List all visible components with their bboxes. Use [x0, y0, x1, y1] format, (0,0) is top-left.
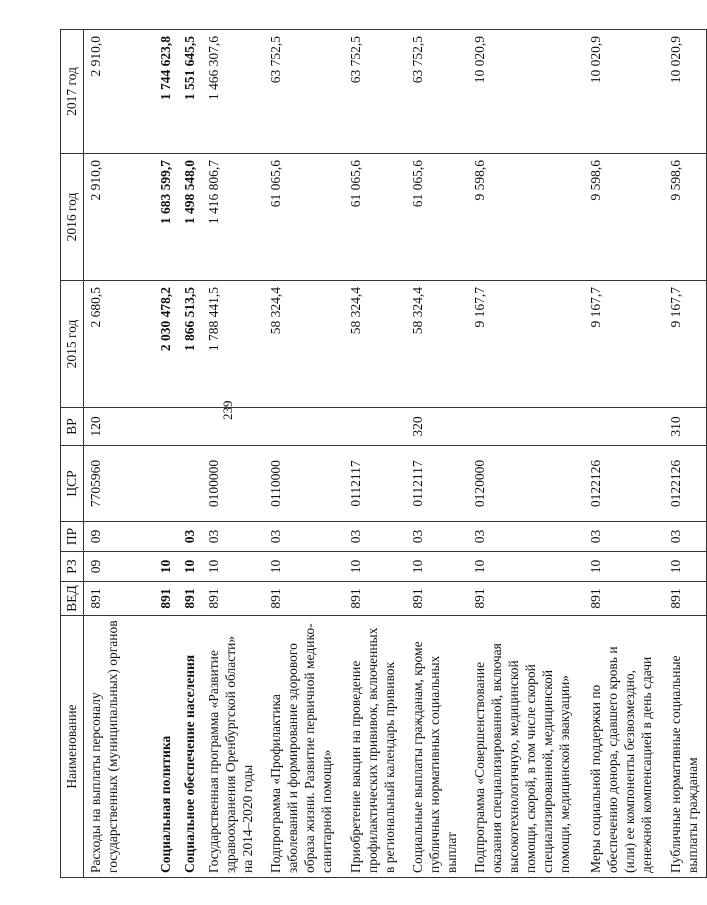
row-pr: 03 — [344, 522, 406, 552]
header-2015: 2015 год — [61, 281, 84, 408]
row-vr: 310 — [664, 408, 707, 446]
row-2015: 9 167,7 — [468, 281, 584, 408]
row-csr: 0112117 — [344, 446, 406, 522]
row-csr: 7705960 — [84, 446, 155, 522]
row-2015: 1 866 513,5 — [178, 281, 202, 408]
row-2016: 9 598,6 — [468, 154, 584, 281]
row-pr: 09 — [84, 522, 155, 552]
row-name: Приобретение вакцин на проведение профилактических прививок, включенных в региональный календарь прививок — [344, 616, 406, 878]
row-ved: 891 — [154, 582, 178, 616]
header-csr: ЦСР — [61, 446, 84, 522]
row-2016: 61 065,6 — [406, 154, 468, 281]
row-rz: 10 — [154, 552, 178, 582]
table-row — [344, 30, 406, 878]
row-csr: 0112117 — [406, 446, 468, 522]
row-2017: 10 020,9 — [664, 30, 707, 154]
table-row — [664, 30, 707, 878]
row-2015: 58 324,4 — [344, 281, 406, 408]
row-rz: 10 — [468, 552, 584, 582]
row-rz: 09 — [84, 552, 155, 582]
row-2016: 1 416 806,7 — [202, 154, 264, 281]
row-csr: 0120000 — [468, 446, 584, 522]
row-2016: 1 683 599,7 — [154, 154, 178, 281]
row-vr — [468, 408, 584, 446]
row-rz: 10 — [264, 552, 344, 582]
row-2016: 9 598,6 — [584, 154, 664, 281]
table-row — [584, 30, 664, 878]
table-header-row — [61, 30, 84, 878]
row-vr — [178, 408, 202, 446]
row-2015: 58 324,4 — [264, 281, 344, 408]
row-pr — [154, 522, 178, 552]
row-name: Публичные нормативные социальные выплаты гражданам — [664, 616, 707, 878]
row-2015: 1 788 441,5 — [202, 281, 264, 408]
row-2017: 1 466 307,6 — [202, 30, 264, 154]
row-pr: 03 — [584, 522, 664, 552]
row-2016: 9 598,6 — [664, 154, 707, 281]
row-2016: 61 065,6 — [344, 154, 406, 281]
row-ved: 891 — [468, 582, 584, 616]
row-2017: 1 744 623,8 — [154, 30, 178, 154]
row-vr — [344, 408, 406, 446]
row-vr — [154, 408, 178, 446]
table-row — [154, 30, 178, 878]
row-vr: 320 — [406, 408, 468, 446]
row-pr: 03 — [178, 522, 202, 552]
row-name: Социальные выплаты гражданам, кроме публичных нормативных социальных выплат — [406, 616, 468, 878]
row-pr: 03 — [264, 522, 344, 552]
row-pr: 03 — [406, 522, 468, 552]
header-ved: ВЕД — [61, 582, 84, 616]
row-rz: 10 — [202, 552, 264, 582]
row-name: Подпрограмма «Совершенствование оказания специализированной, включая высокотехнологичную, медицинской помощи, скорой, в том числе скорой специализированной, медицинской помощи, медицинской эвакуации» — [468, 616, 584, 878]
row-2017: 10 020,9 — [468, 30, 584, 154]
row-pr: 03 — [202, 522, 264, 552]
row-csr: 0100000 — [202, 446, 264, 522]
row-vr: 120 — [84, 408, 155, 446]
row-ved: 891 — [264, 582, 344, 616]
header-rz: РЗ — [61, 552, 84, 582]
row-ved: 891 — [584, 582, 664, 616]
row-name: Меры социальной поддержки по обеспечению донора, сдавшего кровь и (или) ее компоненты безвозмездно, денежной компенсацией в день сдачи — [584, 616, 664, 878]
header-vr: ВР — [61, 408, 84, 446]
table-row — [178, 30, 202, 878]
row-pr: 03 — [468, 522, 584, 552]
table-row — [264, 30, 344, 878]
row-name: Подпрограмма «Профилактика заболеваний и формирование здорового образа жизни. Развитие первичной медико-санитарной помощи» — [264, 616, 344, 878]
row-ved: 891 — [406, 582, 468, 616]
row-rz: 10 — [406, 552, 468, 582]
row-vr — [584, 408, 664, 446]
budget-table-wrapper — [60, 30, 700, 878]
table-row — [202, 30, 264, 878]
row-2017: 2 910,0 — [84, 30, 155, 154]
budget-table — [60, 29, 707, 878]
row-name: Социальная политика — [154, 616, 178, 878]
row-ved: 891 — [664, 582, 707, 616]
header-2017: 2017 год — [61, 30, 84, 154]
row-csr — [178, 446, 202, 522]
row-2017: 63 752,5 — [406, 30, 468, 154]
row-csr: 0122126 — [584, 446, 664, 522]
header-name: Наименование — [61, 616, 84, 878]
row-2016: 61 065,6 — [264, 154, 344, 281]
row-vr — [264, 408, 344, 446]
row-2015: 9 167,7 — [664, 281, 707, 408]
row-name: Государственная программа «Развитие здравоохранения Оренбургской области» на 2014–2020 годы — [202, 616, 264, 878]
row-ved: 891 — [178, 582, 202, 616]
page-number: 239 — [220, 400, 235, 420]
row-csr — [154, 446, 178, 522]
row-2015: 2 680,5 — [84, 281, 155, 408]
table-row — [406, 30, 468, 878]
row-rz: 10 — [344, 552, 406, 582]
row-rz: 10 — [664, 552, 707, 582]
row-csr: 0110000 — [264, 446, 344, 522]
row-2015: 9 167,7 — [584, 281, 664, 408]
row-ved: 891 — [84, 582, 155, 616]
row-rz: 10 — [584, 552, 664, 582]
table-row — [468, 30, 584, 878]
row-rz: 10 — [178, 552, 202, 582]
row-2017: 63 752,5 — [264, 30, 344, 154]
row-ved: 891 — [344, 582, 406, 616]
row-2017: 10 020,9 — [584, 30, 664, 154]
row-name: Социальное обеспечение населения — [178, 616, 202, 878]
row-2017: 1 551 645,5 — [178, 30, 202, 154]
row-csr: 0122126 — [664, 446, 707, 522]
row-vr — [202, 408, 264, 446]
header-2016: 2016 год — [61, 154, 84, 281]
row-ved: 891 — [202, 582, 264, 616]
row-name: Расходы на выплаты персоналу государственных (муниципальных) органов — [84, 616, 155, 878]
row-2015: 2 030 478,2 — [154, 281, 178, 408]
row-2015: 58 324,4 — [406, 281, 468, 408]
row-2017: 63 752,5 — [344, 30, 406, 154]
row-pr: 03 — [664, 522, 707, 552]
header-pr: ПР — [61, 522, 84, 552]
table-row — [84, 30, 155, 878]
row-2016: 1 498 548,0 — [178, 154, 202, 281]
row-2016: 2 910,0 — [84, 154, 155, 281]
